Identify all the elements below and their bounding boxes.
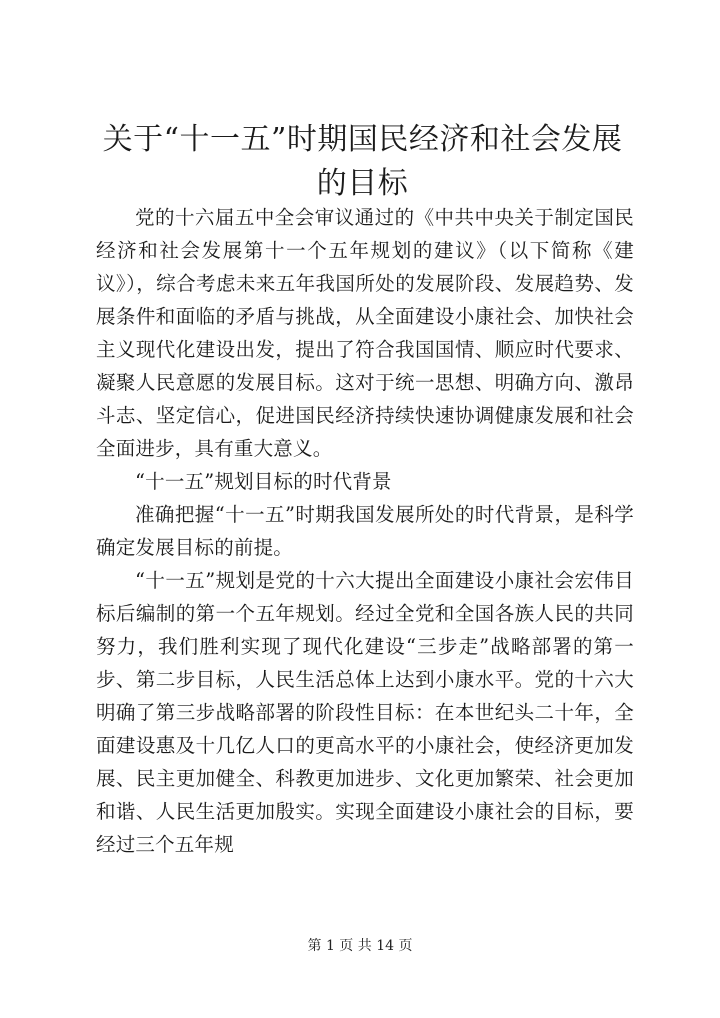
paragraph-premise: 准确把握“十一五”时期我国发展所处的时代背景，是科学确定发展目标的前提。 xyxy=(96,503,634,559)
paragraph-plan-context: “十一五”规划是党的十六大提出全面建设小康社会宏伟目标后编制的第一个五年规划。经过全党和全国各族人民的共同努力，我们胜利实现了现代化建设“三步走”战略部署的第一步、第二步目标，人民生活总体上达到小康水平。党的十六大明确了第三步战略部署的阶段性目标：在本世纪头二十年，全面建设惠及十几亿人口的更高水平的小康社会，使经济更加发展、民主更加健全、科教更加进步、文化更加繁荣、社会更加和谐、人民生活更加殷实。实现全面建设小康社会的目标，要经过三个五年规 xyxy=(96,569,634,856)
paragraph-intro: 党的十六届五中全会审议通过的《中共中央关于制定国民经济和社会发展第十一个五年规划的建议》（以下简称《建议》），综合考虑未来五年我国所处的发展阶段、发展趋势、发展条件和面临的矛盾与挑战，从全面建设小康社会、加快社会主义现代化建设出发，提出了符合我国国情、顺应时代要求、凝聚人民意愿的发展目标。这对于统一思想、明确方向、激昂斗志、坚定信心，促进国民经济持续快速协调健康发展和社会全面进步，具有重大意义。 xyxy=(96,206,634,460)
document-title: 关于“十一五”时期国民经济和社会发展的目标 xyxy=(102,122,623,201)
document-body xyxy=(96,201,634,861)
section-heading-background: “十一五”规划目标的时代背景 xyxy=(135,470,392,493)
page-number-footer: 第 1 页 共 14 页 xyxy=(307,938,413,954)
